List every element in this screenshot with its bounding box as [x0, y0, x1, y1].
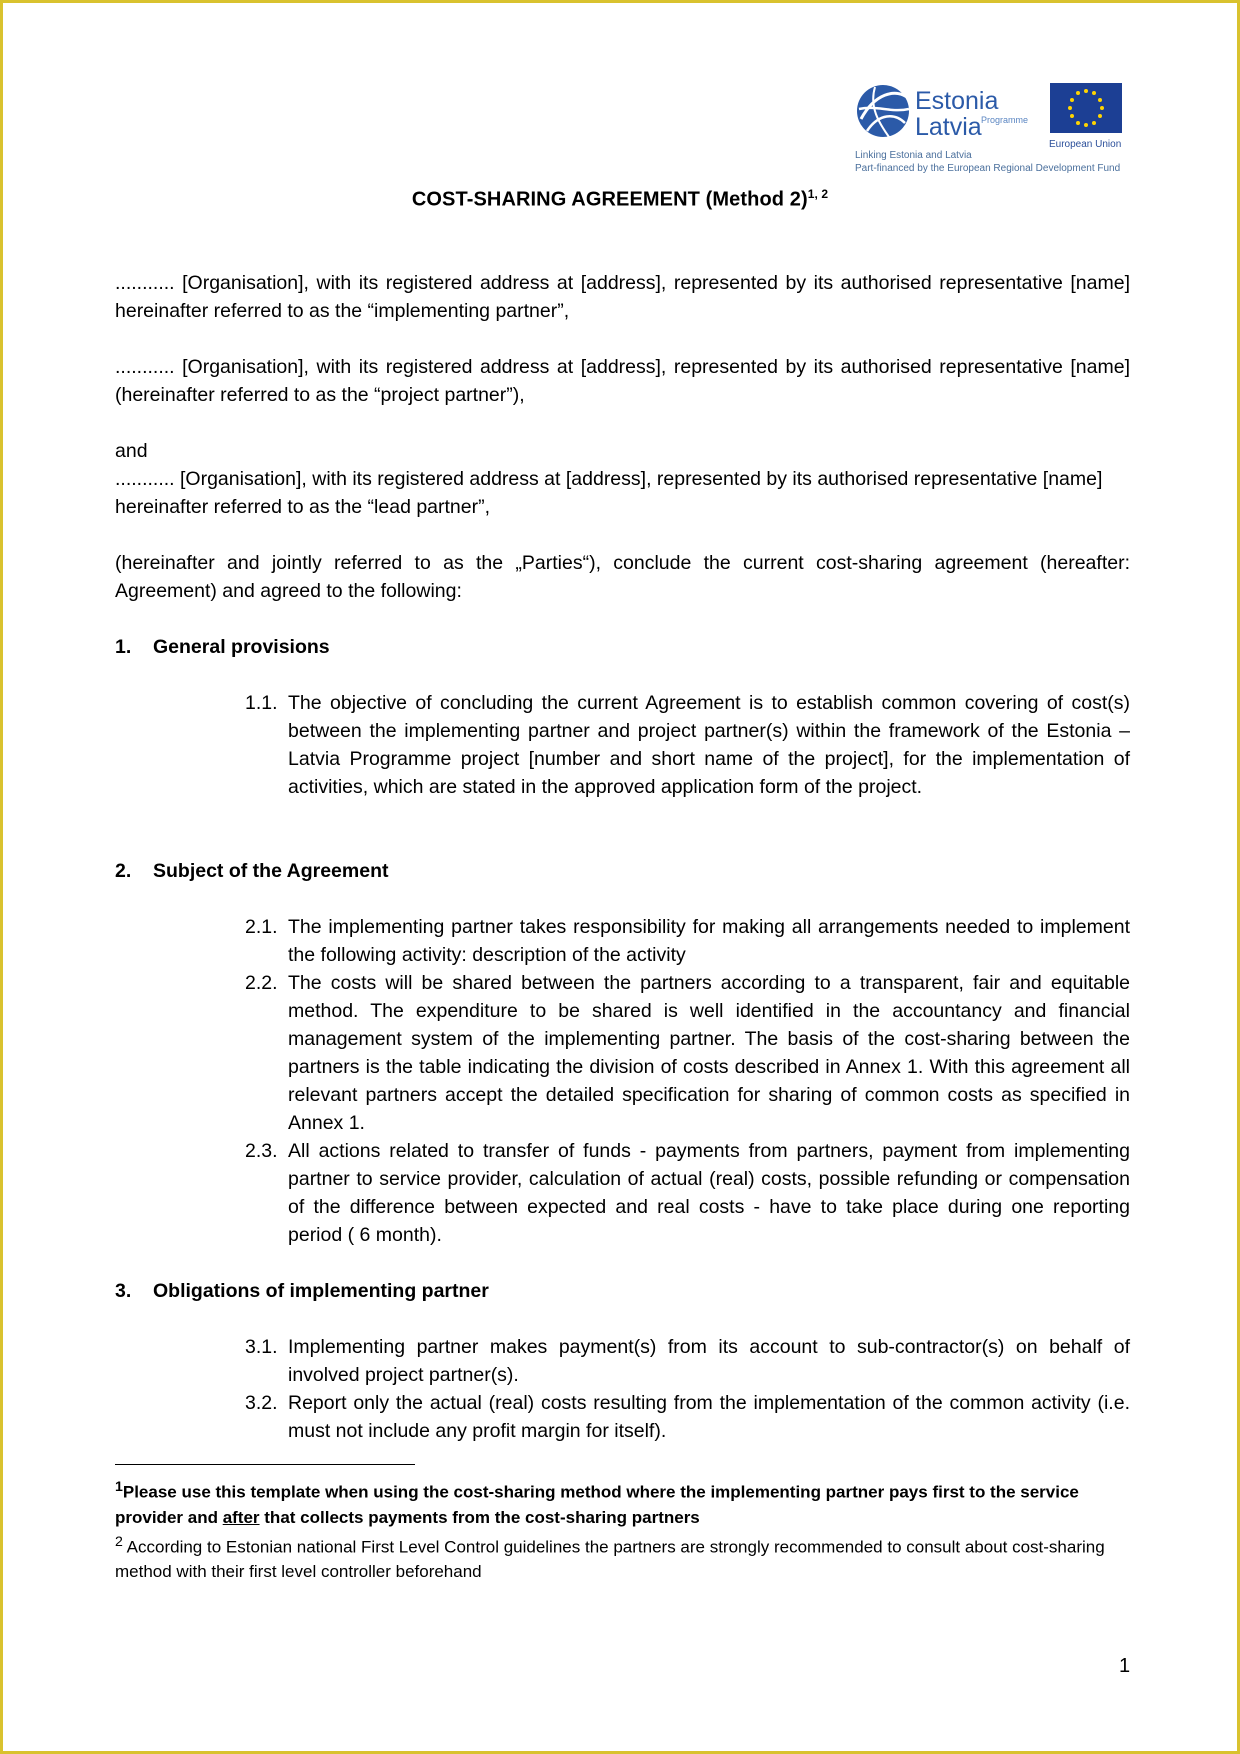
footnote-divider: [115, 1464, 415, 1465]
footnote-1: $^1$Please use this template when using the cost-sharing method where the implementing partner pays first to the service provider and after that collects payments from the cost-sharing partners: [115, 1479, 1079, 1527]
logo-programme-text: Programme: [981, 115, 1029, 125]
item-number: 2.3.: [245, 1140, 278, 1162]
section-title: Subject of the Agreement: [153, 860, 389, 882]
footnote-2: $^2$ According to Estonian national First Level Control guidelines the partners are strongly recommended to consult about cost-sharing method with their first level controller beforehand: [115, 1533, 1105, 1582]
caption-line-1: Linking Estonia and Latvia: [855, 150, 972, 161]
caption-line-2: Part-financed by the European Regional Development Fund: [855, 163, 1121, 174]
section-3: [115, 1277, 1130, 1445]
page-number: 1: [1119, 1655, 1131, 1677]
section-2: [115, 857, 1130, 1249]
section-title: General provisions: [153, 636, 330, 658]
header-logos: [855, 83, 1125, 179]
list-item: [245, 1389, 1130, 1445]
list-item: [245, 913, 1130, 969]
title-footnote-marks: 1, 2: [807, 187, 829, 201]
list-item: [245, 1137, 1130, 1249]
logo-estonia-text: Estonia: [915, 87, 999, 115]
eu-flag-icon: [1050, 83, 1122, 133]
globe-icon: [857, 85, 909, 137]
footnote-mark: 2: [115, 1533, 123, 1550]
footnotes: [115, 1475, 1130, 1584]
party-implementing: [115, 269, 1130, 325]
item-text: Implementing partner makes payment(s) from its account to sub-contractor(s) on behalf of involved project partner(s).: [288, 1336, 1130, 1386]
section-1: [115, 633, 1130, 801]
item-number: 1.1.: [245, 692, 278, 714]
document-page: [3, 3, 1237, 1751]
item-text: The implementing partner takes responsibility for making all arrangements needed to implement the following activity: description of the activity: [288, 916, 1130, 966]
section-number: 3.: [115, 1280, 132, 1302]
section-heading: [115, 633, 1130, 661]
logo-latvia-text: Latvia: [915, 113, 982, 141]
footnote-mark: 1: [115, 1479, 123, 1495]
item-text: All actions related to transfer of funds - payments from partners, payment from implementing partner to service provider, calculation of actual (real) costs, possible refunding or compensation of the difference between expected and real costs - have to take place during one reporting period ( 6 month).: [288, 1140, 1130, 1246]
estonia-latvia-programme-logo: [855, 83, 1045, 145]
item-number: 2.1.: [245, 916, 278, 938]
item-number: 3.2.: [245, 1392, 278, 1414]
item-text: The costs will be shared between the partners according to a transparent, fair and equitable method. The expenditure to be shared is well identified in the accountancy and financial management system of the implementing partner. The basis of the cost-sharing between the partners is the table indicating the division of costs described in Annex 1. With this agreement all relevant partners accept the detailed specification for sharing of common costs as specified in Annex 1.: [288, 972, 1130, 1134]
intro-text: (hereinafter and jointly referred to as the „Parties“), conclude the current cost-sharing agreement (hereafter: Agreement) and agreed to the following:: [115, 552, 1130, 602]
section-heading: [115, 1277, 1130, 1305]
section-number: 2.: [115, 860, 132, 882]
document-title: [3, 187, 1237, 212]
party-project: [115, 353, 1130, 409]
item-number: 3.1.: [245, 1336, 278, 1358]
list-item: [245, 689, 1130, 801]
list-item: [245, 969, 1130, 1137]
and-word: and: [115, 440, 148, 462]
party-project-text: ........... [Organisation], with its registered address at [address], represented by its authorised representative [name] (hereinafter referred to as the “project partner”),: [115, 356, 1130, 406]
title-text: COST-SHARING AGREEMENT (Method 2): [411, 188, 808, 211]
intro-paragraph: [115, 549, 1130, 605]
item-number: 2.2.: [245, 972, 278, 994]
item-text: The objective of concluding the current Agreement is to establish common covering of cost(s) between the implementing partner and project partner(s) within the framework of the Estonia – Latvia Programme project [number and short name of the project], for the implementation of activities, which are stated in the approved application form of the project.: [288, 692, 1130, 798]
list-item: [245, 1333, 1130, 1389]
section-title: Obligations of implementing partner: [153, 1280, 489, 1302]
section-heading: [115, 857, 1130, 885]
logo-caption: [855, 149, 1120, 175]
party-implementing-text: ........... [Organisation], with its registered address at [address], represented by its authorised representative [name] hereinafter referred to as the “implementing partner”,: [115, 272, 1130, 322]
section-number: 1.: [115, 636, 132, 658]
eu-label: European Union: [1049, 139, 1122, 150]
party-lead-text: ........... [Organisation], with its registered address at [address], represented by its authorised representative [name] hereinafter referred to as the “lead partner”,: [115, 468, 1103, 518]
item-text: Report only the actual (real) costs resulting from the implementation of the common activity (i.e. must not include any profit margin for itself).: [288, 1392, 1130, 1442]
party-lead: [115, 465, 1130, 521]
